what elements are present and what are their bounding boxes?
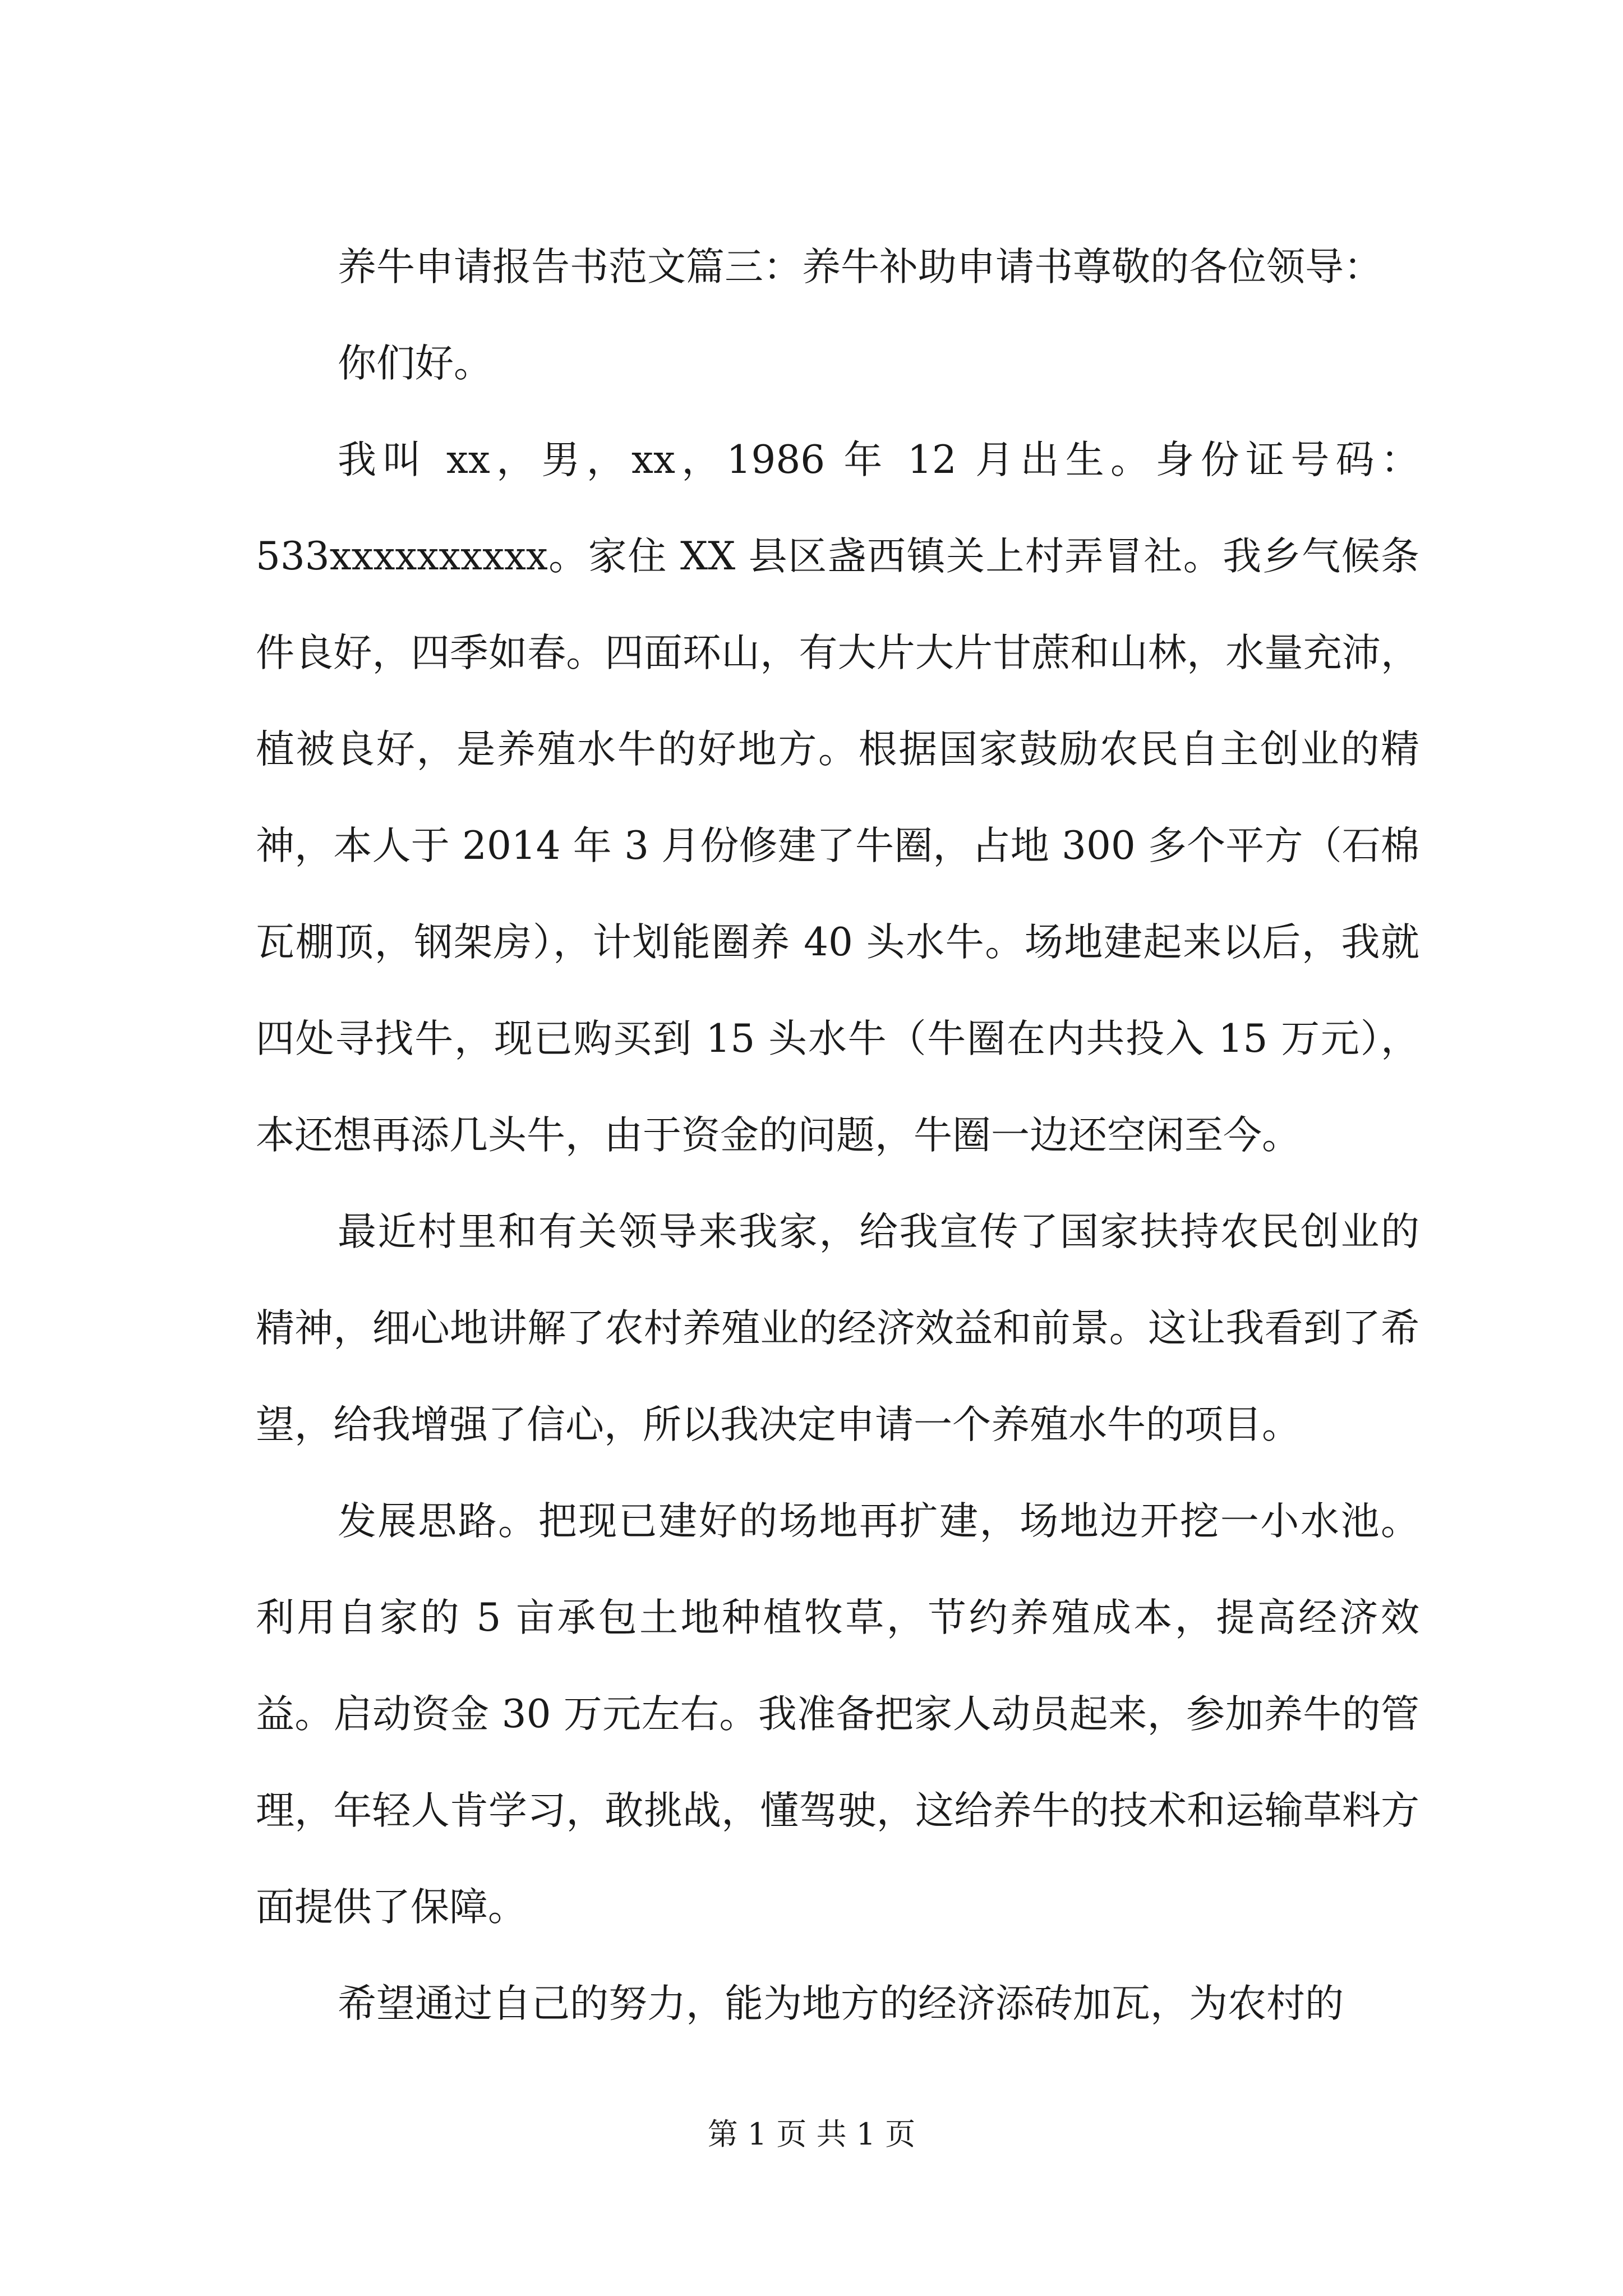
page-number: 第 1 页 共 1 页 xyxy=(707,2116,916,2152)
paragraph-motivation: 最近村里和有关领导来我家，给我宣传了国家扶持农民创业的精神，细心地讲解了农村养殖业的经济效益和前景。这让我看到了希望，给我增强了信心，所以我决定申请一个养殖水牛的项目。 xyxy=(256,1209,1419,1447)
paragraph-closing: 希望通过自己的努力，能为地方的经济添砖加瓦，为农村的 xyxy=(338,1981,1344,2026)
page-footer xyxy=(0,2115,1623,2154)
paragraph-title: 养牛申请报告书范文篇三：养牛补助申请书尊敬的各位领导： xyxy=(338,245,1382,289)
paragraph-development-plan: 发展思路。把现已建好的场地再扩建，场地边开挖一小水池。利用自家的 5 亩承包土地种植牧草，节约养殖成本，提高经济效益。启动资金 30 万元左右。我准备把家人动员起来，参加养牛的管理，年轻人肯学习，敢挑战，懂驾驶，这给养牛的技术和运输草料方面提供了保障。 xyxy=(256,1499,1419,1930)
paragraph-greeting: 你们好。 xyxy=(338,341,492,386)
paragraph-introduction: 我叫 xx，男，xx，1986 年 12 月出生。身份证号码：533xxxxxxxxxx。家住 XX 县区盏西镇关上村弄冒社。我乡气候条件良好，四季如春。四面环山，有大片大片甘蔗和山林，水量充沛，植被良好，是养殖水牛的好地方。根据国家鼓励农民自主创业的精神，本人于 2014 年 3 月份修建了牛圈，占地 300 多个平方（石棉瓦棚顶，钢架房），计划能圈养 40 头水牛。场地建起来以后，我就四处寻找牛，现已购买到 15 头水牛（牛圈在内共投入 15 万元），本还想再添几头牛，由于资金的问题，牛圈一边还空闲至今。 xyxy=(256,438,1419,1158)
document-body xyxy=(256,219,1419,2052)
